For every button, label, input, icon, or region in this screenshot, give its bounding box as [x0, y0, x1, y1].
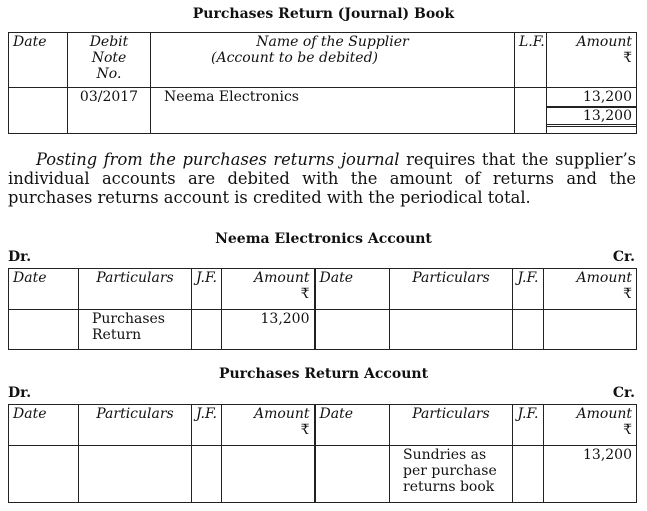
paragraph-italic: Posting from the purchases returns journal — [36, 150, 400, 169]
pr-cr-jf-header: J.F. — [513, 405, 544, 446]
pr-dr-particulars-header: Particulars — [79, 405, 192, 446]
rupee-icon: ₹ — [623, 50, 632, 66]
journal-row-amount-cell — [547, 88, 637, 134]
rupee-icon: ₹ — [300, 286, 310, 302]
neema-dr-amount: 13,200 — [222, 310, 315, 350]
posting-paragraph — [8, 150, 636, 207]
pr-cr-date-header: Date — [315, 405, 390, 446]
pr-dr-amount-header: Amount ₹ — [222, 405, 315, 446]
journal-row-supplier: Neema Electronics — [151, 88, 515, 134]
neema-cr-amount-header: Amount ₹ — [544, 269, 637, 310]
neema-dr-amount-header: Amount ₹ — [222, 269, 315, 310]
pr-cr-label: Cr. — [612, 385, 635, 401]
pr-cr-jf — [513, 446, 544, 503]
rupee-icon: ₹ — [623, 422, 632, 438]
paragraph-rest: requires that the supplier’s individual accounts are debited with the amount of returns and the purchases returns account is credited with the periodical total. — [8, 150, 637, 207]
neema-dr-label: Dr. — [8, 249, 32, 265]
neema-cr-jf — [513, 310, 544, 350]
neema-cr-date-header: Date — [315, 269, 390, 310]
rupee-icon: ₹ — [300, 422, 310, 438]
purchases-return-account-title: Purchases Return Account — [218, 366, 429, 382]
pr-cr-particulars-header: Particulars — [390, 405, 513, 446]
rupee-icon: ₹ — [623, 286, 632, 302]
journal-amount-header: Amount ₹ — [547, 33, 637, 88]
neema-dr-date-header: Date — [9, 269, 79, 310]
journal-debit-note-header: Debit Note No. — [68, 33, 151, 88]
neema-cr-particulars-header: Particulars — [390, 269, 513, 310]
neema-cr-amount — [544, 310, 637, 350]
pr-dr-particulars — [79, 446, 192, 503]
journal-date-header: Date — [9, 33, 68, 88]
pr-cr-amount-header: Amount ₹ — [544, 405, 637, 446]
journal-row-lf — [515, 88, 547, 134]
neema-cr-particulars — [390, 310, 513, 350]
neema-dr-particulars: Purchases Return — [79, 310, 192, 350]
journal-lf-header: L.F. — [515, 33, 547, 88]
pr-dr-date — [9, 446, 79, 503]
neema-dr-particulars-header: Particulars — [79, 269, 192, 310]
neema-dr-date — [9, 310, 79, 350]
pr-dr-date-header: Date — [9, 405, 79, 446]
journal-row-note-no: 03/2017 — [68, 88, 151, 134]
purchases-return-account-table — [8, 404, 637, 503]
pr-dr-amount — [222, 446, 315, 503]
pr-dr-label: Dr. — [8, 385, 32, 401]
neema-account-title: Neema Electronics Account — [215, 231, 432, 247]
neema-dr-jf — [192, 310, 222, 350]
pr-cr-particulars: Sundries as per purchase returns book — [390, 446, 513, 503]
pr-cr-amount: 13,200 — [544, 446, 637, 503]
journal-row-amount: 13,200 — [547, 88, 636, 107]
pr-dr-jf-header: J.F. — [192, 405, 222, 446]
journal-title: Purchases Return (Journal) Book — [192, 6, 455, 22]
pr-dr-jf — [192, 446, 222, 503]
neema-cr-label: Cr. — [612, 249, 635, 265]
journal-supplier-header: Name of the Supplier (Account to be debited) — [151, 33, 515, 88]
pr-cr-date — [315, 446, 390, 503]
neema-electronics-account-table — [8, 268, 637, 350]
neema-cr-jf-header: J.F. — [513, 269, 544, 310]
journal-row-date — [9, 88, 68, 134]
journal-total: 13,200 — [547, 107, 636, 127]
neema-dr-jf-header: J.F. — [192, 269, 222, 310]
neema-cr-date — [315, 310, 390, 350]
purchases-return-journal-table — [8, 32, 637, 134]
